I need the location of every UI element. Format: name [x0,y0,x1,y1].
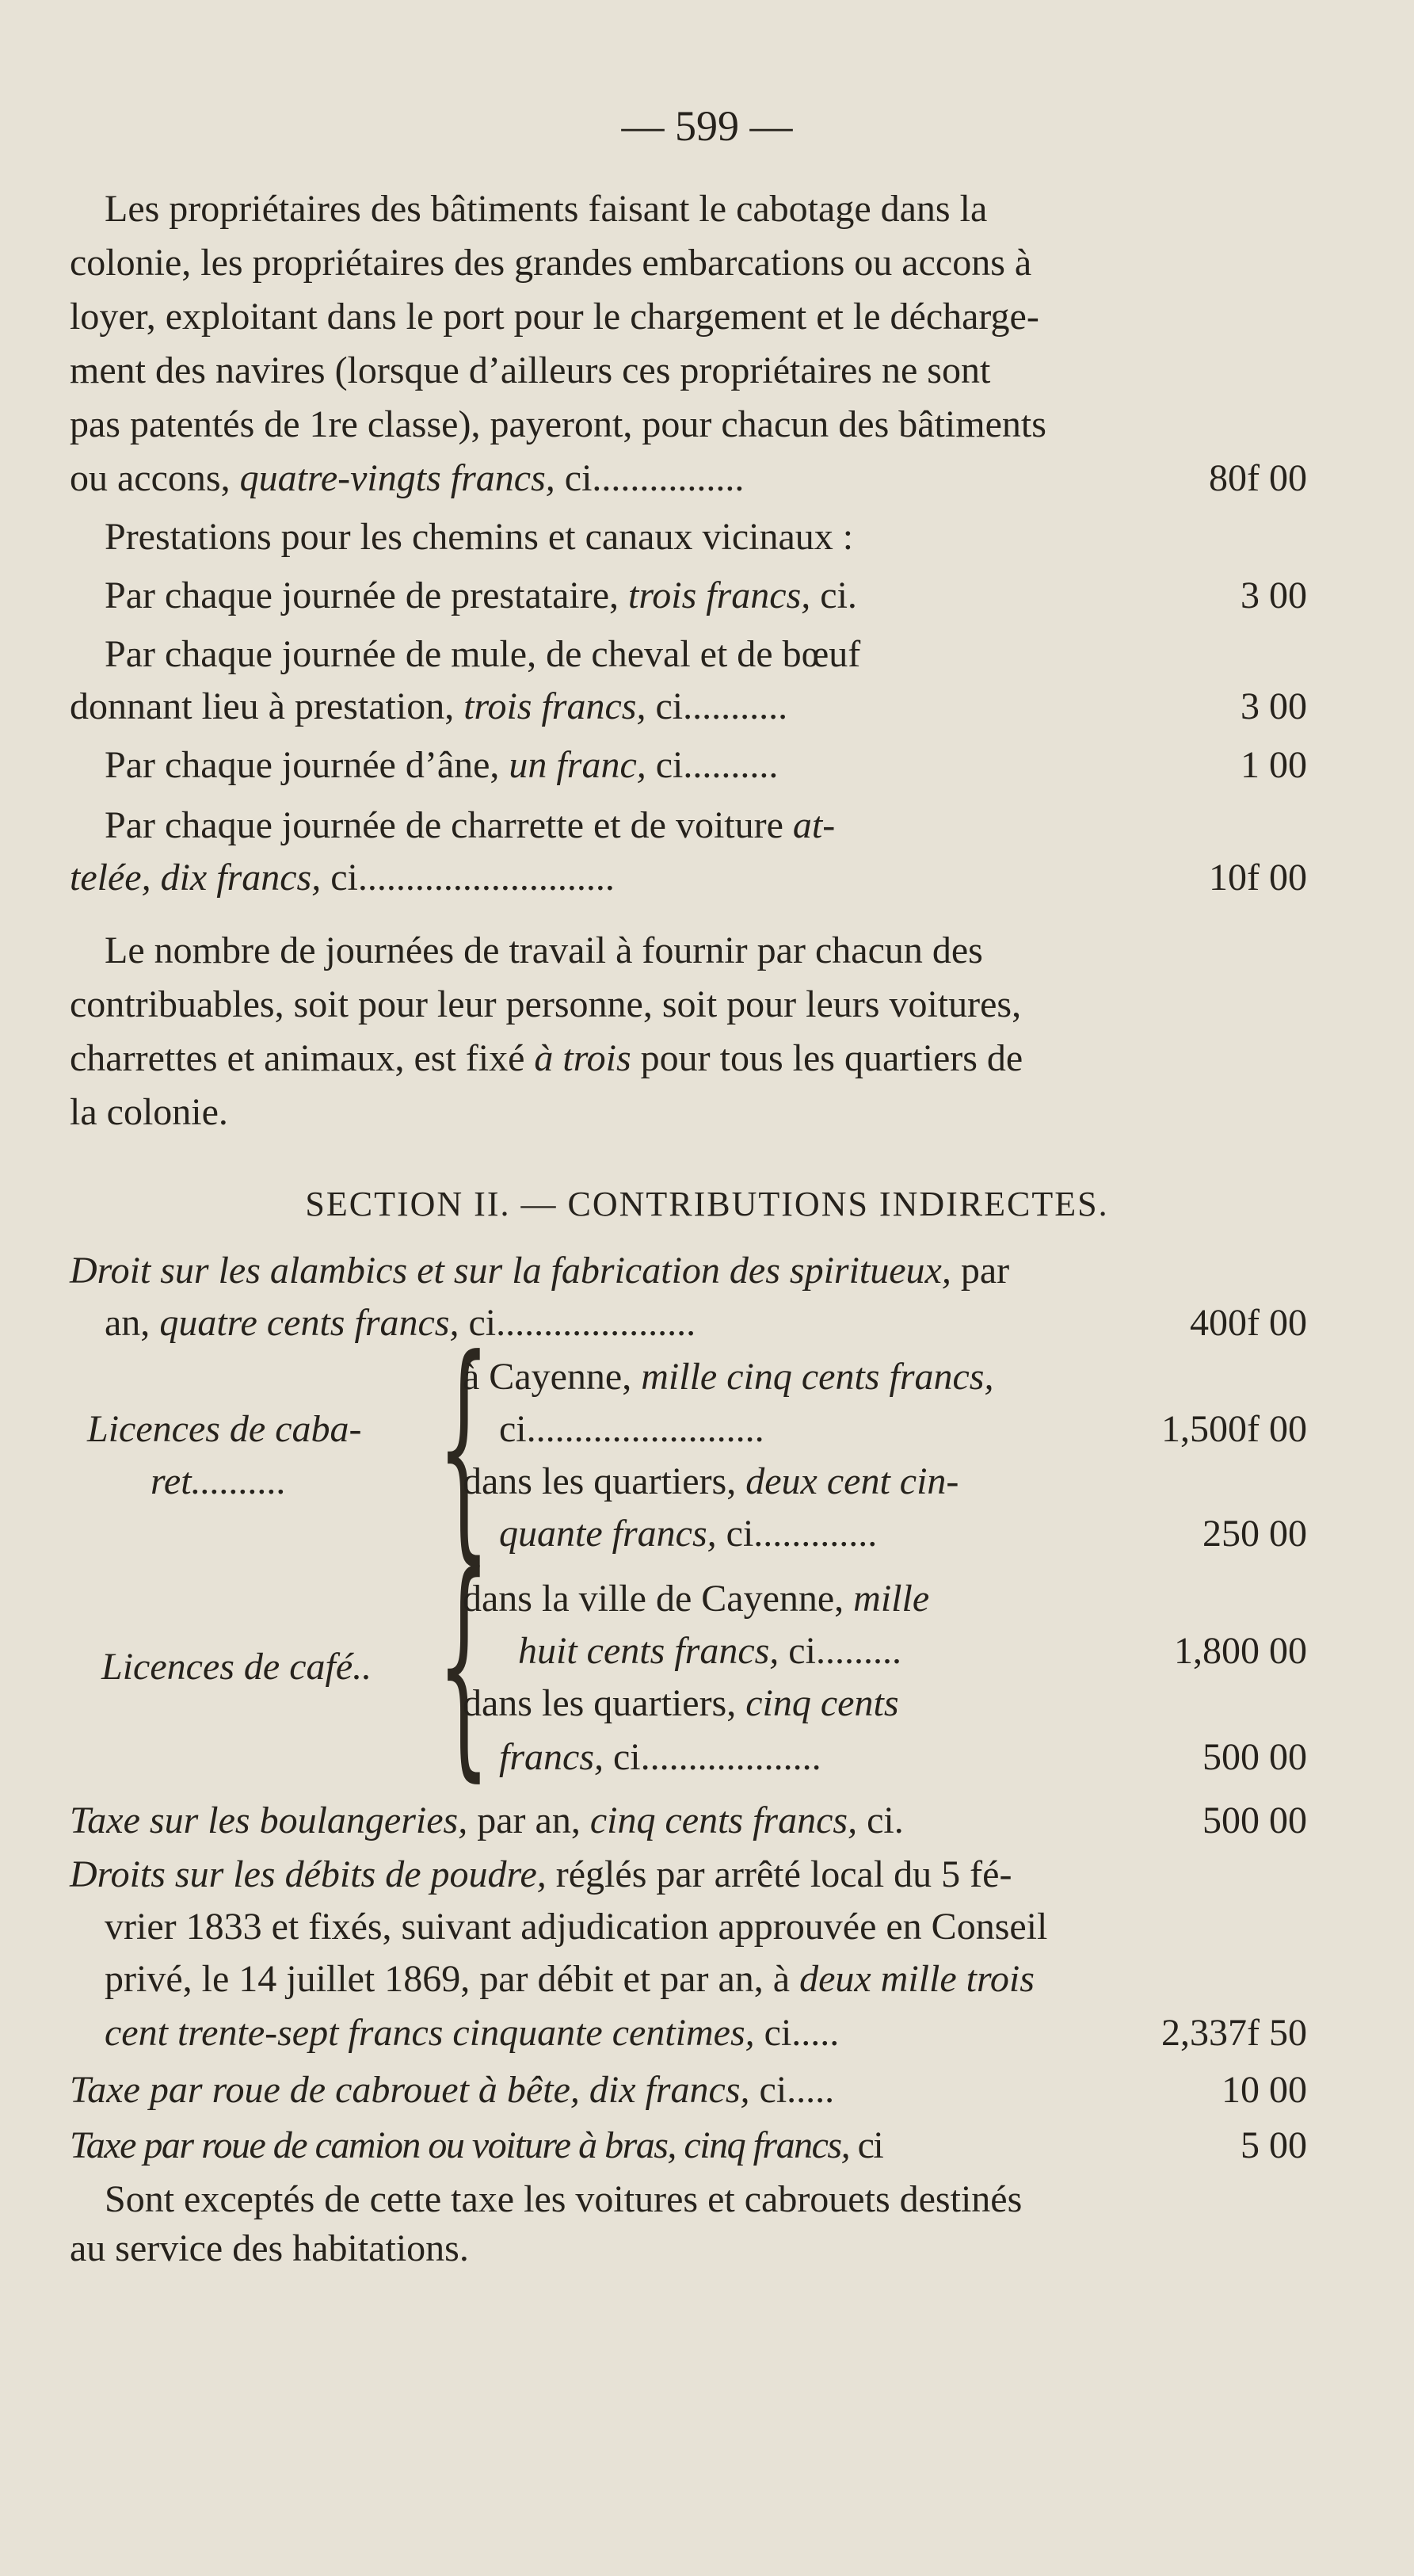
text-line: ment des navires (lorsque d’ailleurs ces propriétaires ne sont [70,349,991,391]
amount: 3 00 [1241,685,1307,727]
amount: 5 00 [1241,2124,1307,2166]
italic-text: Taxe sur les boulangeries, [70,1799,468,1841]
italic-text: Taxe par roue de camion ou voiture à bras, cinq francs, [70,2124,850,2166]
text-line: Le nombre de journées de travail à fournir par chacun des [105,929,983,971]
text: dans les quartiers, [463,1460,737,1502]
ci-dots: ci........................... [330,857,615,899]
italic-text: cinq cents francs, [589,1799,858,1841]
ci-dots: ci......... [788,1630,901,1672]
section-title: SECTION II. — CONTRIBUTIONS INDIRECTES. [305,1185,1109,1223]
italic-text: Licences de caba- [87,1408,362,1450]
ci-dots: ci. [820,574,857,616]
text-line: Sont exceptés de cette taxe les voitures et cabrouets destinés [105,2178,1023,2220]
amount: 500 00 [1202,1736,1307,1778]
italic-text: francs, [499,1736,604,1778]
text: Par chaque journée d’âne, [105,744,500,786]
italic-text: Droits sur les débits de poudre, [70,1853,547,1895]
text: privé, le 14 juillet 1869, par débit et par an, à [105,1958,791,2000]
text-line [105,803,835,848]
text-line: pas patentés de 1re classe), payeront, pour chacun des bâtiments [70,403,1046,445]
italic-text: huit cents francs, [518,1630,779,1672]
text-line [463,1460,959,1504]
italic-text: trois francs, [628,574,811,616]
italic-text: à trois [534,1037,631,1079]
text-line: colonie, les propriétaires des grandes embarcations ou accons à [70,242,1032,284]
text-line: loyer, exploitant dans le port pour le chargement et le décharge- [70,296,1039,338]
text-line [70,1249,1009,1293]
ci-dots: ci......................... [499,1408,764,1450]
italic-text: Taxe par roue de cabrouet à bête, dix francs, [70,2069,750,2111]
text-line [70,1853,1012,1897]
italic-text: quante francs, [499,1513,717,1555]
page-number: — 599 — [621,102,793,150]
text: par an, [477,1799,581,1841]
text: Par chaque journée de charrette et de voiture [105,804,783,846]
text-line: Par chaque journée de mule, de cheval et de bœuf [105,633,861,675]
amount: 250 00 [1202,1513,1307,1555]
amount: 10 00 [1222,2069,1307,2111]
italic-text: quatre cents francs, [159,1302,459,1344]
italic-text: trois francs, [463,685,646,727]
amount: 500 00 [1202,1799,1307,1841]
brace-icon: { [437,1525,490,1802]
ci-dots: ci..................... [468,1302,696,1344]
text: donnant lieu à prestation, [70,685,455,727]
italic-text: at- [792,804,836,846]
italic-text: ret.......... [151,1460,287,1502]
text-line: la colonie. [70,1091,228,1133]
italic-text: Droit sur les alambics et sur la fabrication des spiritueux, [70,1250,951,1292]
ci-dots: ci.......... [655,744,779,786]
italic-text: deux cent cin- [745,1460,959,1502]
italic-text: Licences de café.. [101,1646,372,1688]
ci-dots: ci..... [759,2069,835,2111]
ci-dots: ci................ [564,457,745,499]
text-line [463,1355,993,1399]
italic-text: quatre-vingts francs, [239,457,555,499]
text: réglés par arrêté local du 5 fé- [555,1853,1012,1895]
italic-text: mille [853,1578,930,1620]
ci-dots: ci........... [655,685,788,727]
text: pour tous les quartiers de [640,1037,1023,1079]
amount: 1,800 00 [1174,1630,1307,1672]
ci-dots: ci............. [726,1513,878,1555]
italic-text: telée, dix francs, [70,857,322,899]
ci-dots: ci [857,2124,883,2166]
text: ou accons, [70,457,231,499]
text: dans les quartiers, [463,1682,737,1724]
text-line [463,1681,899,1726]
italic-text: cent trente-sept francs cinquante centimes, [105,2012,755,2054]
ci-dots: ci..... [764,2012,840,2054]
text-line: au service des habitations. [70,2227,469,2269]
text: an, [105,1302,151,1344]
amount: 80f 00 [1209,457,1307,499]
text-line: contribuables, soit pour leur personne, soit pour leurs voitures, [70,983,1022,1025]
text: par [960,1250,1010,1292]
amount: 10f 00 [1209,857,1307,899]
italic-text: un franc, [509,744,646,786]
text: charrettes et animaux, est fixé [70,1037,525,1079]
italic-text: mille cinq cents francs, [641,1356,994,1398]
text-line [105,1957,1035,2002]
prestations-title: Prestations pour les chemins et canaux vicinaux : [105,516,854,558]
text-line [70,1036,1023,1081]
text-line: Les propriétaires des bâtiments faisant le cabotage dans la [105,188,988,230]
italic-text: deux mille trois [799,1958,1035,2000]
ci-dots: ci. [867,1799,904,1841]
text: à Cayenne, [463,1356,632,1398]
text: Par chaque journée de prestataire, [105,574,619,616]
amount: 400f 00 [1190,1302,1307,1344]
text-line: vrier 1833 et fixés, suivant adjudication approuvée en Conseil [105,1906,1048,1948]
italic-text: cinq cents [745,1682,899,1724]
brace-icon: { [437,1308,490,1585]
ci-dots: ci................... [613,1736,821,1778]
amount: 1 00 [1241,744,1307,786]
text-line [463,1577,929,1621]
amount: 1,500f 00 [1161,1408,1307,1450]
text: dans la ville de Cayenne, [463,1578,844,1620]
amount: 2,337f 50 [1161,2012,1307,2054]
amount: 3 00 [1241,574,1307,616]
cabaret-label [151,1460,287,1504]
